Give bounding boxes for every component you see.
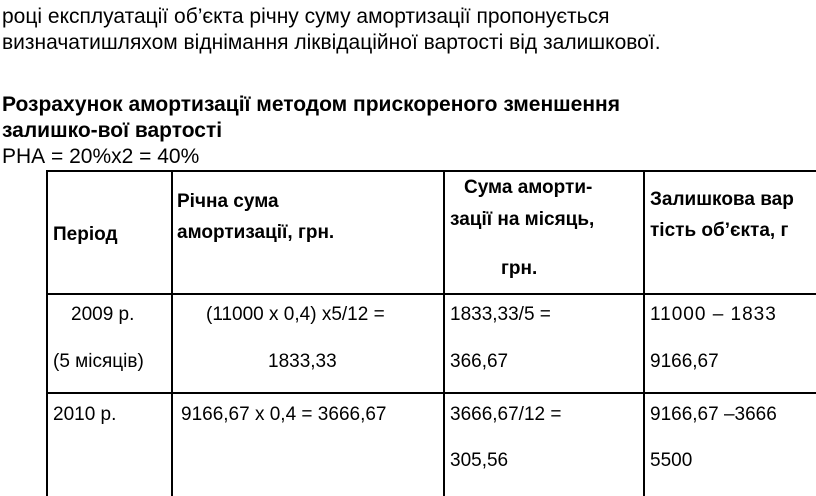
row-2009-monthly-line-1: 1833,33/5 = <box>450 304 551 325</box>
section-heading-line-1: Розрахунок амортизації методом прискореного зменшення <box>2 93 620 116</box>
header-monthly-line-2: зації на місяць, <box>450 209 595 230</box>
table-col-divider-1 <box>171 170 173 496</box>
row-2010-residual-line-1: 9166,67 –3666 <box>650 404 777 425</box>
row-2009-annual-line-1: (11000 х 0,4) х5/12 = <box>206 304 385 325</box>
body-text-line-1: році експлуатації об’єкта річну суму амортизації пропонується <box>2 5 610 28</box>
row-2010-annual-line-1: 9166,67 х 0,4 = 3666,67 <box>181 404 387 425</box>
table-border-left <box>46 170 48 496</box>
row-2009-period-line-1: 2009 р. <box>71 304 135 325</box>
row-2010-monthly-line-1: 3666,67/12 = <box>450 404 562 425</box>
table-row-divider-1 <box>46 293 816 295</box>
header-period: Період <box>53 224 118 245</box>
header-annual-line-1: Річна сума <box>177 191 279 212</box>
header-monthly-line-1: Сума аморти- <box>464 177 593 198</box>
row-2009-monthly-line-2: 366,67 <box>450 351 509 372</box>
header-residual-line-1: Залишкова вар <box>650 189 794 210</box>
row-2009-period-line-2: (5 місяців) <box>53 351 144 372</box>
header-residual-line-2: тість об’єкта, г <box>650 220 789 241</box>
table-col-divider-2 <box>443 170 445 496</box>
row-2010-residual-line-2: 5500 <box>650 450 693 471</box>
row-2009-annual-line-2: 1833,33 <box>268 351 337 372</box>
body-text-line-2: визначатишляхом віднімання ліквідаційної вартості від залишкової. <box>2 31 661 54</box>
header-annual-line-2: амортизації, грн. <box>177 222 335 243</box>
header-monthly-line-3: грн. <box>501 258 538 279</box>
rate-formula: РНА = 20%x2 = 40% <box>2 145 200 168</box>
row-2009-residual-line-2: 9166,67 <box>650 351 719 372</box>
table-row-divider-2 <box>46 392 816 394</box>
row-2009-residual-line-1: 11000 – 1833 <box>650 304 777 325</box>
row-2010-monthly-line-2: 305,56 <box>450 450 509 471</box>
table-border-top <box>46 170 816 172</box>
row-2010-period-line-1: 2010 р. <box>53 404 117 425</box>
table-col-divider-3 <box>643 170 645 496</box>
section-heading-line-2: залишко-вої вартості <box>2 119 223 142</box>
